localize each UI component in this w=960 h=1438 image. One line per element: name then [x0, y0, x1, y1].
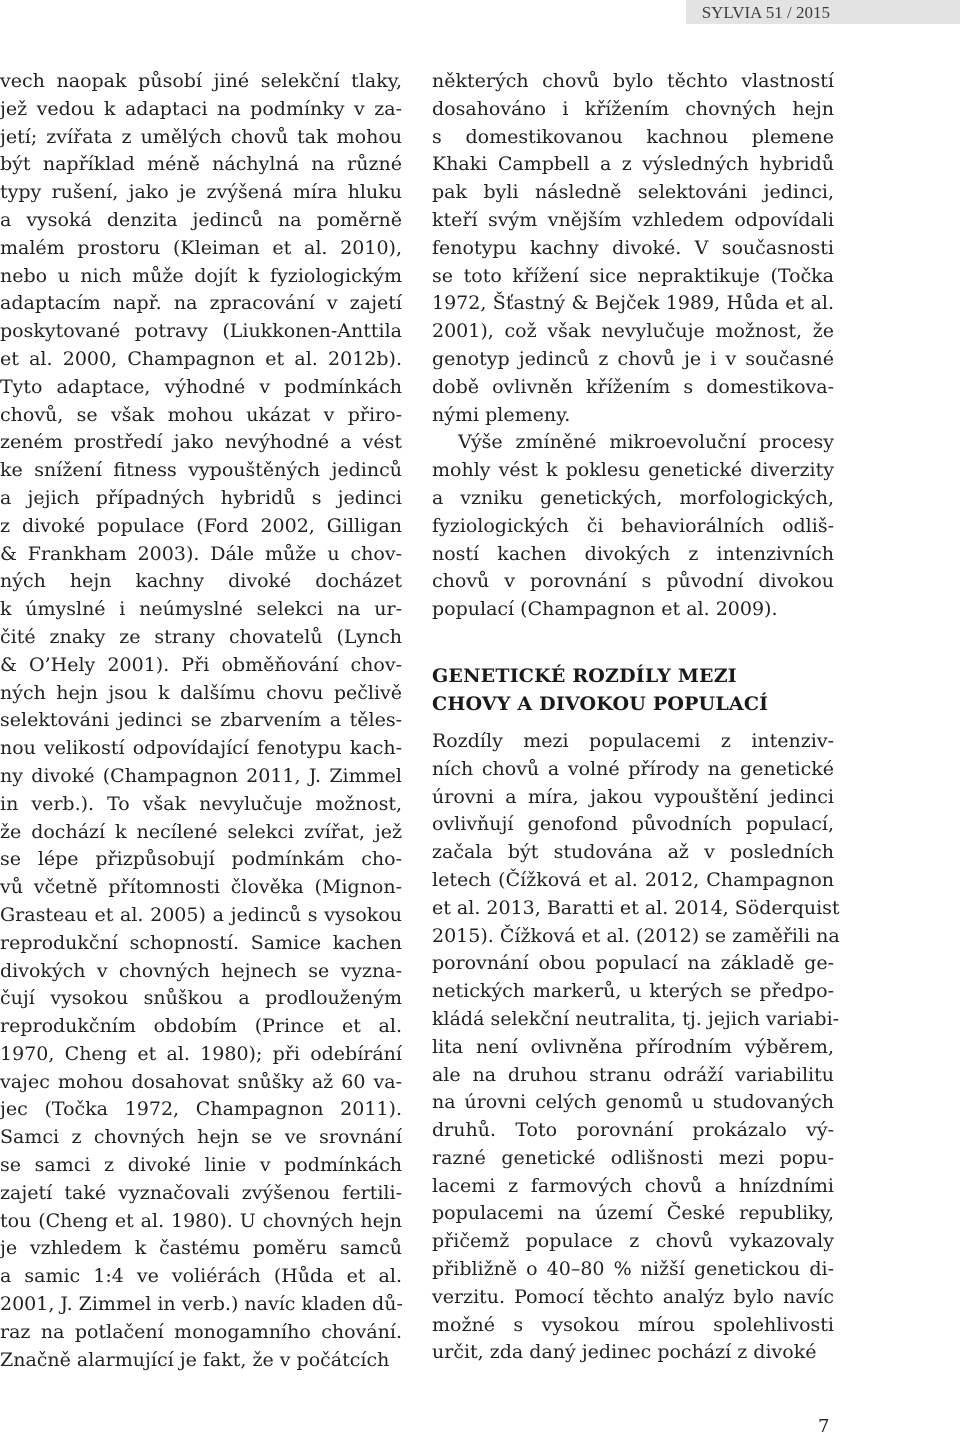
text-line: jetí; zvířata z umělých chovů tak mohou: [0, 125, 402, 148]
text-line: typy rušení, jako je zvýšená míra hluku: [0, 181, 402, 204]
text-line: ovlivňují genofond původních populací,: [432, 813, 834, 836]
text-line: na úrovni celých genomů u studovaných: [432, 1091, 834, 1114]
paragraph-genetic-differences: [432, 728, 840, 1367]
text-line: ních chovů a volné přírody na genetické: [432, 757, 834, 780]
text-line: vů včetně přítomnosti člověka (Mignon-: [0, 876, 402, 899]
text-line: Výše zmíněné mikroevoluční procesy: [458, 431, 834, 454]
left-column: [0, 68, 402, 1374]
text-line: chovů v porovnání s původní divokou: [432, 570, 834, 593]
text-line: selektováni jedinci se zbarvením a těles-: [0, 709, 402, 732]
text-line: ných hejn jsou k dalšímu chovu pečlivě: [0, 681, 402, 704]
text-line: začala být studována až v posledních: [432, 841, 834, 864]
text-line: se lépe přizpůsobují podmínkám cho-: [0, 848, 402, 871]
text-line: a vysoká denzita jedinců na poměrně: [0, 208, 402, 231]
text-line: et al. 2000, Champagnon et al. 2012b).: [0, 347, 402, 370]
text-line: se samci z divoké linie v podmínkách: [0, 1154, 402, 1177]
text-line: mohly vést k poklesu genetické diverzity: [432, 459, 834, 482]
text-line: dosahováno i křížením chovných hejn: [432, 97, 834, 120]
paragraph-continued: [432, 68, 834, 429]
text-line: razné genetické odlišnosti mezi popu-: [432, 1146, 834, 1169]
text-line: nou velikostí odpovídající fenotypu kach-: [0, 737, 402, 760]
text-line: populacemi na území České republiky,: [432, 1202, 834, 1225]
text-line: s domestikovanou kachnou plemene: [432, 125, 834, 148]
journal-issue-label: SYLVIA 51 / 2015: [701, 3, 830, 22]
text-line: 1972, Šťastný & Bejček 1989, Hůda et al.: [432, 292, 834, 315]
text-line: čují vysokou snůškou a prodlouženým: [0, 987, 402, 1010]
text-line: některých chovů bylo těchto vlastností: [432, 70, 834, 92]
text-line: pak byli následně selektováni jedinci,: [432, 181, 834, 204]
text-line: možné s vysokou mírou spolehlivosti: [432, 1313, 834, 1336]
text-line: vech naopak působí jiné selekční tlaky,: [0, 70, 402, 92]
text-line: nebo u nich může dojít k fyziologickým: [0, 264, 402, 287]
text-line: určit, zda daný jedinec pochází z divoké: [432, 1341, 817, 1364]
text-line: že dochází k necílené selekci zvířat, jež: [0, 820, 402, 843]
section-heading-line-2: CHOVY A DIVOKOU POPULACÍ: [432, 692, 769, 715]
text-line: reprodukčním obdobím (Prince et al.: [0, 1015, 402, 1038]
page-number: 7: [818, 1416, 830, 1437]
text-line: z divoké populace (Ford 2002, Gilligan: [0, 514, 402, 537]
text-line: porovnání obou populací na základě ge-: [432, 952, 834, 975]
text-line: zajetí také vyznačovali zvýšenou fertili-: [0, 1181, 402, 1204]
text-line: jež vedou k adaptaci na podmínky v za-: [0, 97, 402, 120]
paragraph-microevolution: [432, 429, 834, 624]
text-line: populací (Champagnon et al. 2009).: [432, 598, 778, 621]
text-line: ností kachen divokých z intenzivních: [432, 542, 834, 565]
text-line: je vzhledem k častému poměru samců: [0, 1237, 402, 1260]
text-line: 2001, J. Zimmel in verb.) navíc kladen dů-: [0, 1293, 403, 1316]
text-line: divokých v chovných hejnech se vyzna-: [0, 959, 402, 982]
text-line: fenotypu kachny divoké. V současnosti: [432, 236, 834, 259]
text-line: čité znaky ze strany chovatelů (Lynch: [0, 625, 402, 648]
text-line: Značně alarmující je fakt, že v počátcích: [0, 1348, 390, 1371]
text-line: a vzniku genetických, morfologických,: [432, 486, 834, 509]
text-line: a jejich případných hybridů s jedinci: [0, 486, 402, 509]
text-line: verzitu. Pomocí těchto analýz bylo navíc: [432, 1285, 834, 1308]
text-line: & Frankham 2003). Dále může u chov-: [0, 542, 402, 565]
text-line: et al. 2013, Baratti et al. 2014, Söderquist: [432, 896, 840, 919]
text-line: 2001), což však nevylučuje možnost, že: [432, 320, 834, 343]
text-line: in verb.). To však nevylučuje možnost,: [0, 792, 402, 815]
text-line: reprodukční schopností. Samice kachen: [0, 931, 402, 954]
text-line: malém prostoru (Kleiman et al. 2010),: [0, 236, 402, 259]
header-band: [686, 0, 960, 24]
text-line: netických markerů, u kterých se předpo-: [432, 980, 834, 1003]
text-line: 2015). Čížková et al. (2012) se zaměřili na: [432, 924, 840, 947]
section-heading-line-1: GENETICKÉ ROZDÍLY MEZI: [432, 664, 737, 687]
text-line: lacemi z farmových chovů a hnízdními: [432, 1174, 834, 1197]
text-line: přičemž populace z chovů vykazovaly: [432, 1230, 834, 1253]
text-line: kládá selekční neutralita, tj. jejich variabi-: [432, 1007, 840, 1030]
text-line: se toto křížení sice nepraktikuje (Točka: [432, 264, 834, 287]
text-line: ny divoké (Champagnon 2011, J. Zimmel: [0, 764, 402, 787]
text-line: ných hejn kachny divoké docházet: [0, 570, 402, 593]
text-line: genotyp jedinců z chovů je i v současné: [432, 347, 834, 370]
text-line: a samic 1:4 ve voliérách (Hůda et al.: [0, 1265, 402, 1288]
text-line: adaptacím např. na zpracování v zajetí: [0, 292, 402, 315]
text-line: fyziologických či behaviorálních odliš-: [432, 514, 834, 537]
text-line: nými plemeny.: [432, 403, 571, 426]
text-line: Grasteau et al. 2005) a jedinců s vysokou: [0, 903, 402, 926]
text-line: 1970, Cheng et al. 1980); při odebírání: [0, 1042, 402, 1065]
text-line: lita není ovlivněna přírodním výběrem,: [432, 1035, 834, 1058]
text-line: Samci z chovných hejn se ve srovnání: [0, 1126, 402, 1149]
text-line: letech (Čížková et al. 2012, Champagnon: [432, 868, 834, 891]
text-line: ke snížení fitness vypouštěných jedinců: [0, 459, 402, 482]
text-line: přibližně o 40–80 % nižší genetickou di-: [432, 1258, 834, 1281]
text-line: jec (Točka 1972, Champagnon 2011).: [0, 1098, 402, 1121]
text-line: zeném prostředí jako nevýhodné a vést: [0, 431, 402, 454]
text-line: Tyto adaptace, výhodné v podmínkách: [0, 375, 402, 398]
text-line: poskytované potravy (Liukkonen-Anttila: [0, 320, 402, 343]
text-line: k úmyslné i neúmyslné selekci na ur-: [0, 598, 402, 621]
text-line: vajec mohou dosahovat snůšky až 60 va-: [0, 1070, 402, 1093]
text-line: druhů. Toto porovnání prokázalo vý-: [432, 1119, 834, 1142]
text-line: Khaki Campbell a z výsledných hybridů: [432, 153, 834, 176]
text-line: kteří svým vnějším vzhledem odpovídali: [432, 208, 834, 231]
text-line: chovů, se však mohou ukázat v přiro-: [0, 403, 402, 426]
text-line: být například méně náchylná na různé: [0, 153, 402, 176]
text-line: tou (Cheng et al. 1980). U chovných hejn: [0, 1209, 402, 1232]
text-line: Rozdíly mezi populacemi z intenziv-: [432, 729, 834, 752]
text-line: úrovni a míra, jakou vypouštění jedinci: [432, 785, 834, 808]
section-heading: [432, 662, 834, 718]
text-line: době ovlivněn křížením s domestikova-: [432, 375, 834, 398]
right-column: [432, 68, 840, 1367]
text-line: raz na potlačení monogamního chování.: [0, 1320, 402, 1343]
text-line: ale na druhou stranu odráží variabilitu: [432, 1063, 834, 1086]
text-line: & O’Hely 2001). Při obměňování chov-: [0, 653, 402, 676]
